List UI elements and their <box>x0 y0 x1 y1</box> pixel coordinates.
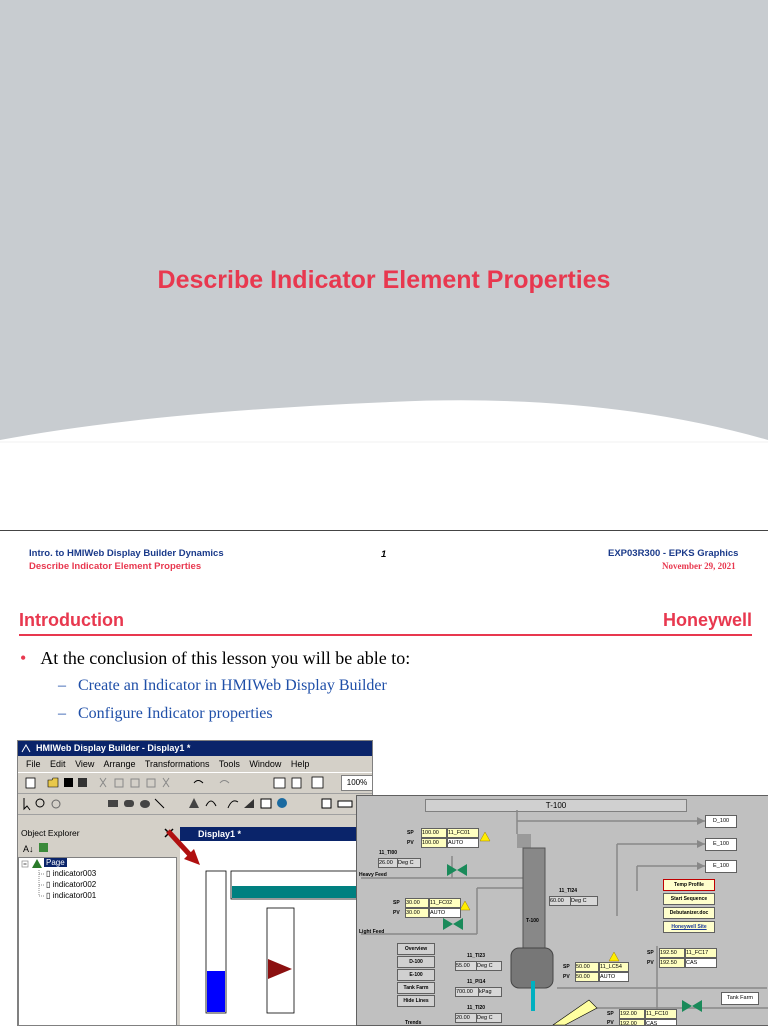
print-icon[interactable] <box>274 778 285 788</box>
ti20-unit: Deg C <box>476 1013 502 1023</box>
ti20-value: 20.00 <box>455 1013 477 1023</box>
light-feed-label: Light Feed <box>359 929 385 935</box>
horizontal-bar-fill <box>232 886 372 898</box>
globe-icon[interactable] <box>277 798 287 808</box>
tree-item-label: indicator003 <box>52 869 97 878</box>
checkbox-tool-icon[interactable] <box>322 799 331 808</box>
fc10-pv: 192.00 <box>619 1019 645 1026</box>
copy-icon[interactable] <box>115 779 123 787</box>
slide-title: Describe Indicator Element Properties <box>157 266 611 294</box>
indicator-icon: ▯ <box>46 869 51 878</box>
tree-item[interactable] <box>46 880 96 889</box>
ti00-unit: Deg C <box>397 858 421 868</box>
heavy-feed-label: Heavy Feed <box>359 872 387 878</box>
section-title: Introduction <box>19 610 124 630</box>
tree-item-label: indicator001 <box>52 891 97 900</box>
drawing-toolbar <box>18 794 372 815</box>
paste-special-icon[interactable] <box>147 779 155 787</box>
menu-arrange[interactable]: Arrange <box>103 759 136 769</box>
process-display <box>356 795 768 1026</box>
fc02-mode[interactable]: AUTO <box>429 908 461 918</box>
menu-file[interactable]: File <box>26 759 41 769</box>
lc54-pv: 50.00 <box>575 972 599 982</box>
nav-d100-button[interactable]: D-100 <box>397 956 435 968</box>
sp-label: SP <box>407 830 414 836</box>
fc17-tag[interactable]: 11_FC17 <box>685 948 717 958</box>
fc10-sp[interactable]: 192.00 <box>619 1009 645 1019</box>
builder-menubar <box>18 756 372 773</box>
indicator-icon: ▯ <box>46 880 51 889</box>
curve-icon[interactable] <box>206 801 216 806</box>
bullet-sub-2 <box>58 705 273 723</box>
bar-indicator-fill <box>207 971 225 1012</box>
ti24-tag: 11_TI24 <box>559 888 578 894</box>
app-icon <box>21 744 31 753</box>
callout-pointer <box>553 1000 597 1025</box>
paste-icon[interactable] <box>131 779 139 787</box>
standard-toolbar <box>18 773 372 794</box>
tower-top <box>517 834 531 848</box>
bullet-main-text: At the conclusion of this lesson you will be able to: <box>40 648 411 668</box>
pv-label: PV <box>607 1020 614 1026</box>
lc54-tag[interactable]: 11_LC54 <box>599 962 629 972</box>
pi14-value: 700.00 <box>455 987 479 997</box>
standard-toolbar-icons <box>18 773 338 793</box>
ti20-tag: 11_TI20 <box>467 1005 486 1011</box>
tree-item[interactable] <box>46 869 96 878</box>
output-box[interactable]: D_100 <box>705 815 737 828</box>
picture-icon[interactable] <box>261 799 271 808</box>
bullet-main <box>20 648 410 669</box>
nav-tank-farm-button[interactable]: Tank Farm <box>397 982 435 994</box>
textbox-tool-icon[interactable] <box>338 801 352 807</box>
debutanizer-doc-button[interactable]: Debutanizer.doc <box>663 907 715 919</box>
bullet-sub-2-text: Configure Indicator properties <box>78 705 273 722</box>
course-code: EXP03R300 - EPKS Graphics <box>608 548 739 559</box>
fc02-sp[interactable]: 30.00 <box>405 898 429 908</box>
builder-titlebar <box>18 741 372 756</box>
tree-item-label: indicator002 <box>52 880 97 889</box>
course-title: Intro. to HMIWeb Display Builder Dynamics <box>29 548 224 559</box>
lesson-topic: Describe Indicator Element Properties <box>29 561 202 572</box>
nav-overview-button[interactable]: Overview <box>397 943 435 955</box>
pi14-unit: kPag <box>478 987 502 997</box>
dash-icon: – <box>58 677 66 694</box>
builder-window <box>17 740 373 1026</box>
pv-label: PV <box>393 910 400 916</box>
fc10-tag[interactable]: 11_FC10 <box>645 1009 677 1019</box>
menu-transformations[interactable]: Transformations <box>144 759 210 769</box>
filter-icon[interactable] <box>39 843 48 852</box>
alarm-icon <box>460 901 470 910</box>
save-icon[interactable] <box>64 778 73 787</box>
ti23-tag: 11_TI23 <box>467 953 486 959</box>
sp-label: SP <box>607 1011 614 1017</box>
delete-icon[interactable] <box>163 778 169 787</box>
start-sequence-button[interactable]: Start Sequence <box>663 893 715 905</box>
process-title: T-100 <box>425 799 687 812</box>
red-arrow-icon <box>160 825 210 870</box>
document-title-text: Display1 * <box>198 829 242 839</box>
ti23-unit: Deg C <box>476 961 502 971</box>
fc02-pv: 30.00 <box>405 908 429 918</box>
ellipse-icon[interactable] <box>140 800 150 808</box>
undo-icon[interactable] <box>194 781 203 784</box>
menu-tools[interactable]: Tools <box>218 759 240 769</box>
rectangle-icon[interactable] <box>108 800 118 807</box>
valve-icon <box>447 864 467 876</box>
object-explorer-title: Object Explorer <box>21 828 80 838</box>
ti23-value: 55.00 <box>455 961 477 971</box>
polygon-icon[interactable] <box>189 798 199 808</box>
new-icon[interactable] <box>26 778 35 788</box>
fc01-mode[interactable]: AUTO <box>447 838 479 848</box>
output-box[interactable]: E_100 <box>705 838 737 851</box>
lc54-sp[interactable]: 50.00 <box>575 962 599 972</box>
view-icon[interactable] <box>312 777 323 788</box>
indicator-icon: ▯ <box>46 891 51 900</box>
trends-link[interactable]: Trends <box>405 1020 422 1026</box>
object-explorer <box>18 827 180 1025</box>
zoom-select[interactable]: 100% <box>341 775 373 791</box>
slide-date: November 29, 2021 <box>662 561 736 571</box>
pv-label: PV <box>563 974 570 980</box>
print-preview-icon[interactable] <box>292 778 301 788</box>
fc01-pv: 100.00 <box>421 838 447 848</box>
valve-icon <box>443 918 463 930</box>
menu-edit[interactable]: Edit <box>50 759 66 769</box>
dash-icon: – <box>58 705 66 722</box>
ti24-unit: Deg C <box>570 896 598 906</box>
menu-view[interactable]: View <box>75 759 95 769</box>
fc01-tag[interactable]: 11_FC01 <box>447 828 479 838</box>
alarm-icon <box>609 952 619 961</box>
open-icon[interactable] <box>48 778 58 787</box>
fc17-mode[interactable]: CAS <box>685 958 717 968</box>
page-number: 1 <box>381 549 387 560</box>
ti00-tag: 11_TI00 <box>379 850 398 856</box>
nav-e100-button[interactable]: E-100 <box>397 969 435 981</box>
pi14-tag: 11_PI14 <box>467 979 486 985</box>
tree-item[interactable] <box>46 891 96 900</box>
pointer-icon[interactable] <box>24 798 30 810</box>
valve-icon <box>682 1000 702 1012</box>
nav-hide-lines-button[interactable]: Hide Lines <box>397 995 435 1007</box>
fc10-mode[interactable]: CAS <box>645 1019 677 1026</box>
lc54-mode[interactable]: AUTO <box>599 972 629 982</box>
sp-label: SP <box>563 964 570 970</box>
object-tree <box>18 857 177 1026</box>
bullet-sub-1 <box>58 677 387 695</box>
sp-label: SP <box>393 900 400 906</box>
arc-icon[interactable] <box>228 801 238 808</box>
pv-label: PV <box>647 960 654 966</box>
bullet-dot-icon: • <box>20 648 27 668</box>
rotate-icon[interactable] <box>52 800 60 808</box>
line-icon[interactable] <box>155 799 164 808</box>
output-box[interactable]: E_100 <box>705 860 737 873</box>
save-all-icon[interactable] <box>78 778 87 787</box>
page-icon <box>31 858 43 869</box>
tower-label: T-100 <box>526 918 539 924</box>
fc17-sp[interactable]: 192.50 <box>659 948 685 958</box>
fc17-pv: 192.50 <box>659 958 685 968</box>
ti24-value: 60.00 <box>549 896 571 906</box>
tank-farm-output[interactable]: Tank Farm <box>721 992 759 1005</box>
bullet-sub-1-text: Create an Indicator in HMIWeb Display Builder <box>78 677 387 694</box>
ti00-value: 26.00 <box>378 858 398 868</box>
tree-root-page[interactable]: Page <box>46 858 65 867</box>
pie-icon[interactable] <box>244 799 254 808</box>
section-underline <box>19 634 752 636</box>
sort-icon[interactable]: A↓ <box>23 844 34 854</box>
tower-level-fill <box>531 981 535 1011</box>
drawing-toolbar-icons <box>18 794 372 814</box>
cut-icon[interactable] <box>100 778 106 787</box>
temp-profile-button[interactable]: Temp Profile <box>663 879 715 891</box>
redo-icon[interactable] <box>220 781 229 784</box>
brand-logo: Honeywell <box>662 610 752 630</box>
fc01-sp[interactable]: 100.00 <box>421 828 447 838</box>
alarm-icon <box>480 832 490 841</box>
builder-window-title: HMIWeb Display Builder - Display1 * <box>36 743 191 753</box>
pv-label: PV <box>407 840 414 846</box>
slide-divider <box>0 530 768 531</box>
sp-label: SP <box>647 950 654 956</box>
menu-window[interactable]: Window <box>249 759 282 769</box>
zoom-tool-icon[interactable] <box>36 799 44 807</box>
explorer-toolbar-icons <box>22 841 52 855</box>
menu-help[interactable]: Help <box>290 759 310 769</box>
honeywell-site-link[interactable]: Honeywell Site <box>663 921 715 933</box>
tower-body <box>523 848 545 948</box>
rounded-rect-icon[interactable] <box>124 800 134 807</box>
fc02-tag[interactable]: 11_FC02 <box>429 898 461 908</box>
